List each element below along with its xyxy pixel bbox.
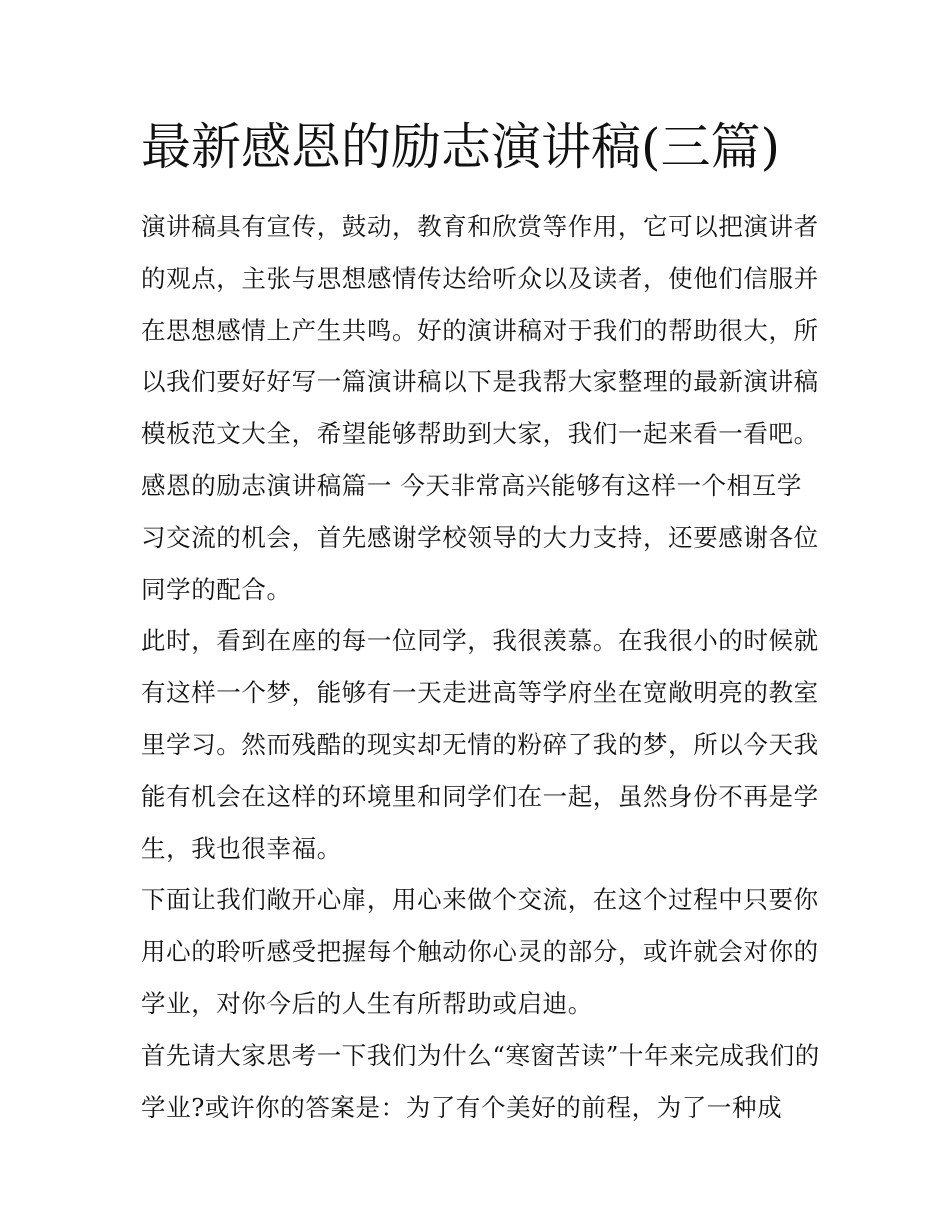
body-line: 学业?或许你的答案是：为了有个美好的前程，为了一种成 bbox=[141, 1092, 783, 1122]
body-line: 演讲稿具有宣传，鼓动，教育和欣赏等作用，它可以把演讲者 bbox=[141, 212, 819, 241]
body-line: 有这样一个梦，能够有一天走进高等学府坐在宽敞明亮的教室 bbox=[141, 678, 819, 708]
body-line: 在思想感情上产生共鸣。好的演讲稿对于我们的帮助很大，所 bbox=[141, 315, 819, 345]
body-line: 生，我也很幸福。 bbox=[141, 833, 342, 863]
body-line: 模板范文大全，希望能够帮助到大家，我们一起来看一看吧。 bbox=[141, 419, 819, 449]
body-line: 用心的聆听感受把握每个触动你心灵的部分，或许就会对你的 bbox=[141, 937, 819, 967]
body-line: 下面让我们敞开心扉，用心来做个交流，在这个过程中只要你 bbox=[141, 885, 819, 915]
document-body bbox=[141, 201, 820, 1133]
body-line: 同学的配合。 bbox=[141, 574, 292, 604]
body-line: 学业，对你今后的人生有所帮助或启迪。 bbox=[141, 988, 593, 1018]
body-line: 能有机会在这样的环境里和同学们在一起，虽然身份不再是学 bbox=[141, 781, 819, 811]
body-line: 此时，看到在座的每一位同学，我很羡慕。在我很小的时候就 bbox=[141, 626, 819, 656]
body-line: 以我们要好好写一篇演讲稿以下是我帮大家整理的最新演讲稿 bbox=[141, 367, 819, 397]
body-line: 的观点，主张与思想感情传达给听众以及读者，使他们信服并 bbox=[141, 263, 819, 293]
body-line: 首先请大家思考一下我们为什么“寒窗苦读”十年来完成我们的 bbox=[141, 1040, 820, 1070]
body-line: 感恩的励志演讲稿篇一 今天非常高兴能够有这样一个相互学 bbox=[141, 470, 802, 500]
document-title: 最新感恩的励志演讲稿(三篇) bbox=[141, 118, 781, 176]
body-line: 习交流的机会，首先感谢学校领导的大力支持，还要感谢各位 bbox=[141, 522, 819, 552]
body-line: 里学习。然而残酷的现实却无情的粉碎了我的梦，所以今天我 bbox=[141, 729, 819, 759]
